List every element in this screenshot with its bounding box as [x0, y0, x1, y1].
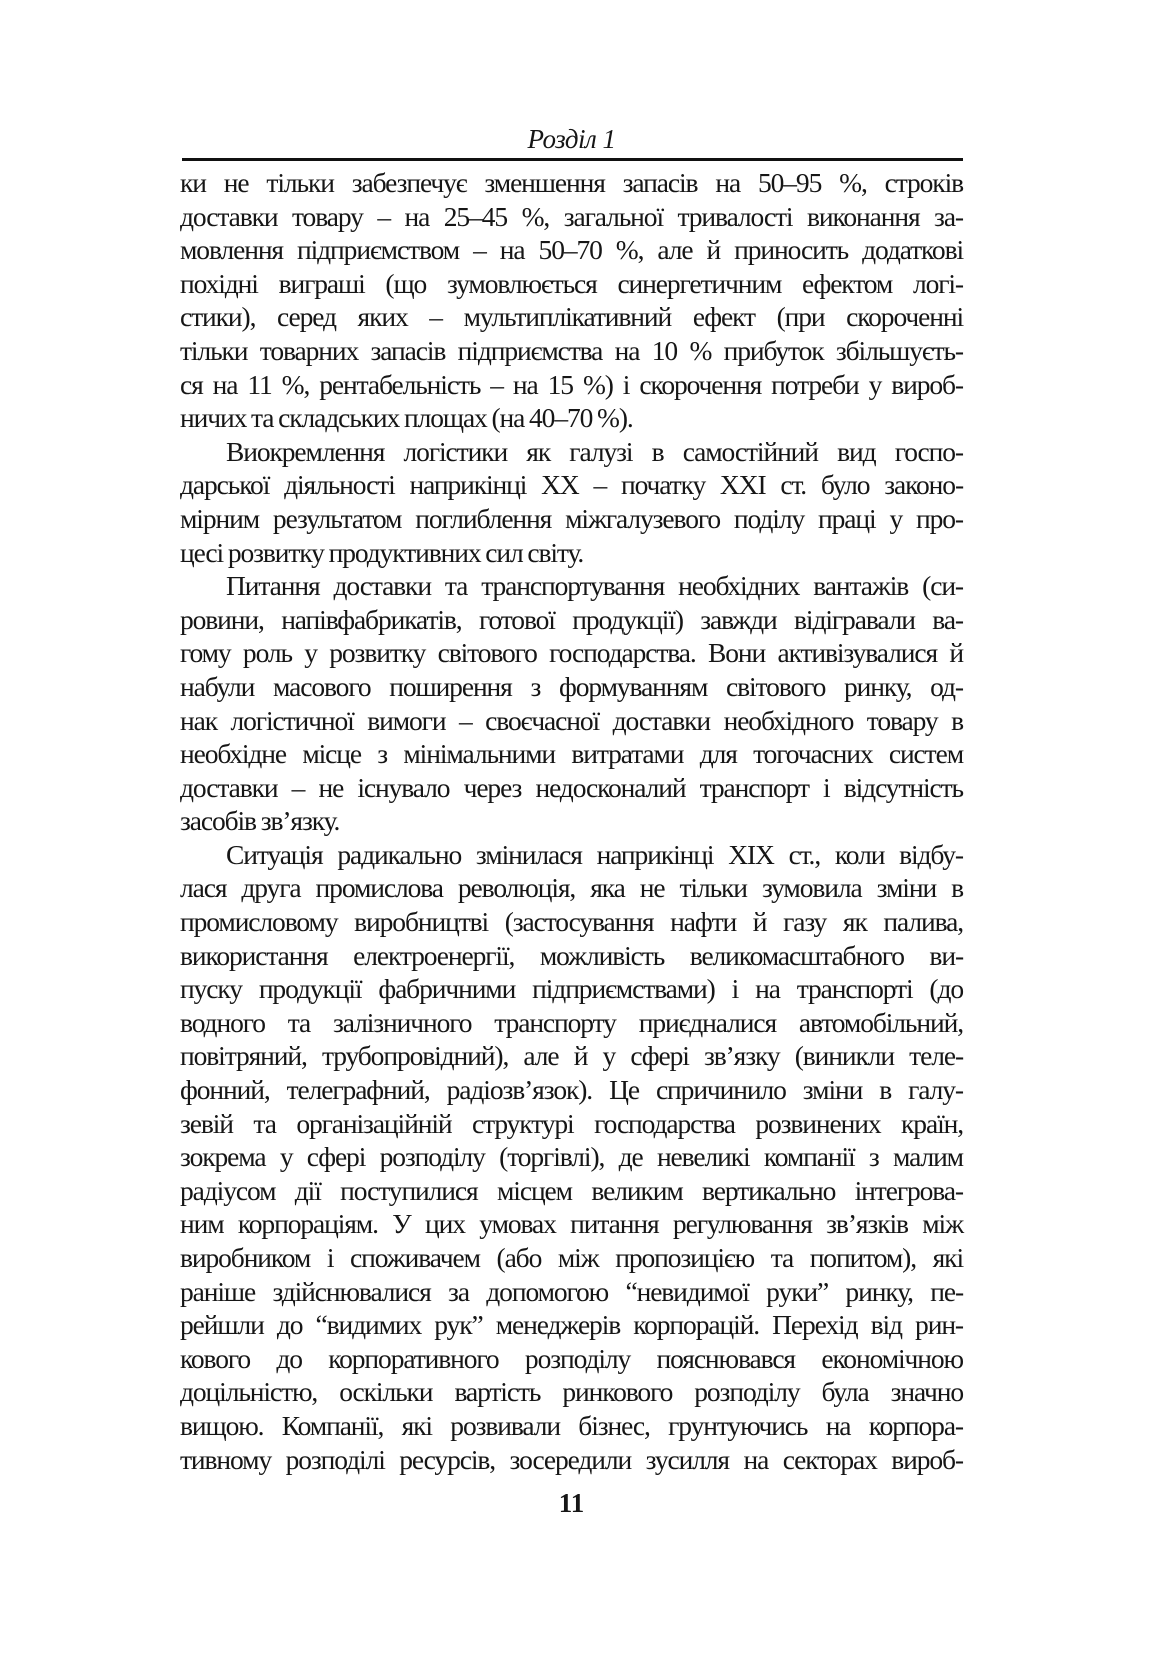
text-line: рейшли до “видимих рук” менеджерів корпорацій. Перехід від рин- [180, 1309, 963, 1341]
text-line: кового до корпоративного розподілу пояснювався економічною [180, 1342, 963, 1374]
text-line: мірним результатом поглиблення міжгалузевого поділу праці у про- [180, 502, 963, 534]
paragraph [180, 838, 963, 1476]
text-line: зевій та організаційній структурі господарства розвинених країн, [180, 1107, 963, 1139]
text-line: тільки товарних запасів підприємства на 10 % прибуток збільшуєть- [180, 334, 963, 366]
body-text [180, 166, 963, 1476]
text-line: ровини, напівфабрикатів, готової продукції) завжди відігравали ва- [180, 603, 963, 635]
text-line: фонний, телеграфний, радіозв’язок). Це спричинило зміни в галу- [180, 1074, 963, 1106]
page-number: 11 [558, 1488, 585, 1518]
text-line: пуску продукції фабричними підприємствами) і на транспорті (до [180, 973, 963, 1005]
text-line: ся на 11 %, рентабельність – на 15 %) і скорочення потреби у вироб- [180, 368, 963, 400]
text-line: мовлення підприємством – на 50–70 %, але й приносить додаткові [180, 234, 963, 266]
text-line: набули масового поширення з формуванням світового ринку, од- [180, 670, 963, 702]
text-line: доставки – не існувало через недосконалий транспорт і відсутність [180, 771, 963, 803]
text-line: стики), серед яких – мультиплікативний ефект (при скороченні [180, 301, 963, 333]
text-line: вищою. Компанії, які розвивали бізнес, грунтуючись на корпора- [180, 1409, 963, 1441]
text-line: радіусом дії поступилися місцем великим вертикально інтегрова- [180, 1174, 963, 1206]
text-line: доставки товару – на 25–45 %, загальної тривалості виконання за- [180, 200, 963, 232]
text-line: тивному розподілі ресурсів, зосередили зусилля на секторах вироб- [180, 1443, 963, 1475]
text-line: зокрема у сфері розподілу (торгівлі), де невеликі компанії з малим [180, 1141, 963, 1173]
text-line: засобів зв’язку. [180, 805, 340, 837]
paragraph [180, 166, 963, 435]
text-line: Ситуація радикально змінилася наприкінці XIX ст., коли відбу- [226, 838, 963, 870]
text-line: лася друга промислова революція, яка не тільки зумовила зміни в [180, 872, 963, 904]
text-line: дарської діяльності наприкінці XX – початку XXI ст. було законо- [180, 469, 963, 501]
text-line: промисловому виробництві (застосування нафти й газу як палива, [180, 906, 963, 938]
text-line: доцільністю, оскільки вартість ринкового розподілу була значно [180, 1376, 963, 1408]
header-rule [182, 158, 963, 161]
text-line: ки не тільки забезпечує зменшення запасів на 50–95 %, строків [180, 167, 963, 198]
text-line: водного та залізничного транспорту приєдналися автомобільний, [180, 1006, 963, 1038]
text-line: ним корпораціям. У цих умовах питання регулювання зв’язків між [180, 1208, 963, 1240]
running-head: Розділ 1 [527, 124, 616, 154]
text-line: раніше здійснювалися за допомогою “невидимої руки” ринку, пе- [180, 1275, 963, 1307]
text-line: виробником і споживачем (або між пропозицією та попитом), які [180, 1242, 963, 1273]
text-line: Питання доставки та транспортування необхідних вантажів (си- [226, 570, 963, 602]
text-line: ничих та складських площах (на 40–70 %). [180, 402, 633, 434]
paragraph [180, 569, 963, 838]
text-line: нак логістичної вимоги – своєчасної доставки необхідного товару в [180, 704, 963, 736]
text-line: використання електроенергії, можливість великомасштабного ви- [180, 939, 963, 971]
text-line: Виокремлення логістики як галузі в самостійний вид госпо- [226, 435, 963, 467]
text-line: похідні виграші (що зумовлюється синергетичним ефектом логі- [180, 267, 963, 299]
text-line: гому роль у розвитку світового господарства. Вони активізувалися й [180, 637, 963, 669]
text-line: необхідне місце з мінімальними витратами для тогочасних систем [180, 738, 963, 770]
text-line: повітряний, трубопровідний), але й у сфері зв’язку (виникли теле- [180, 1040, 963, 1072]
text-line: цесі розвитку продуктивних сил світу. [180, 536, 584, 568]
paragraph [180, 435, 963, 569]
